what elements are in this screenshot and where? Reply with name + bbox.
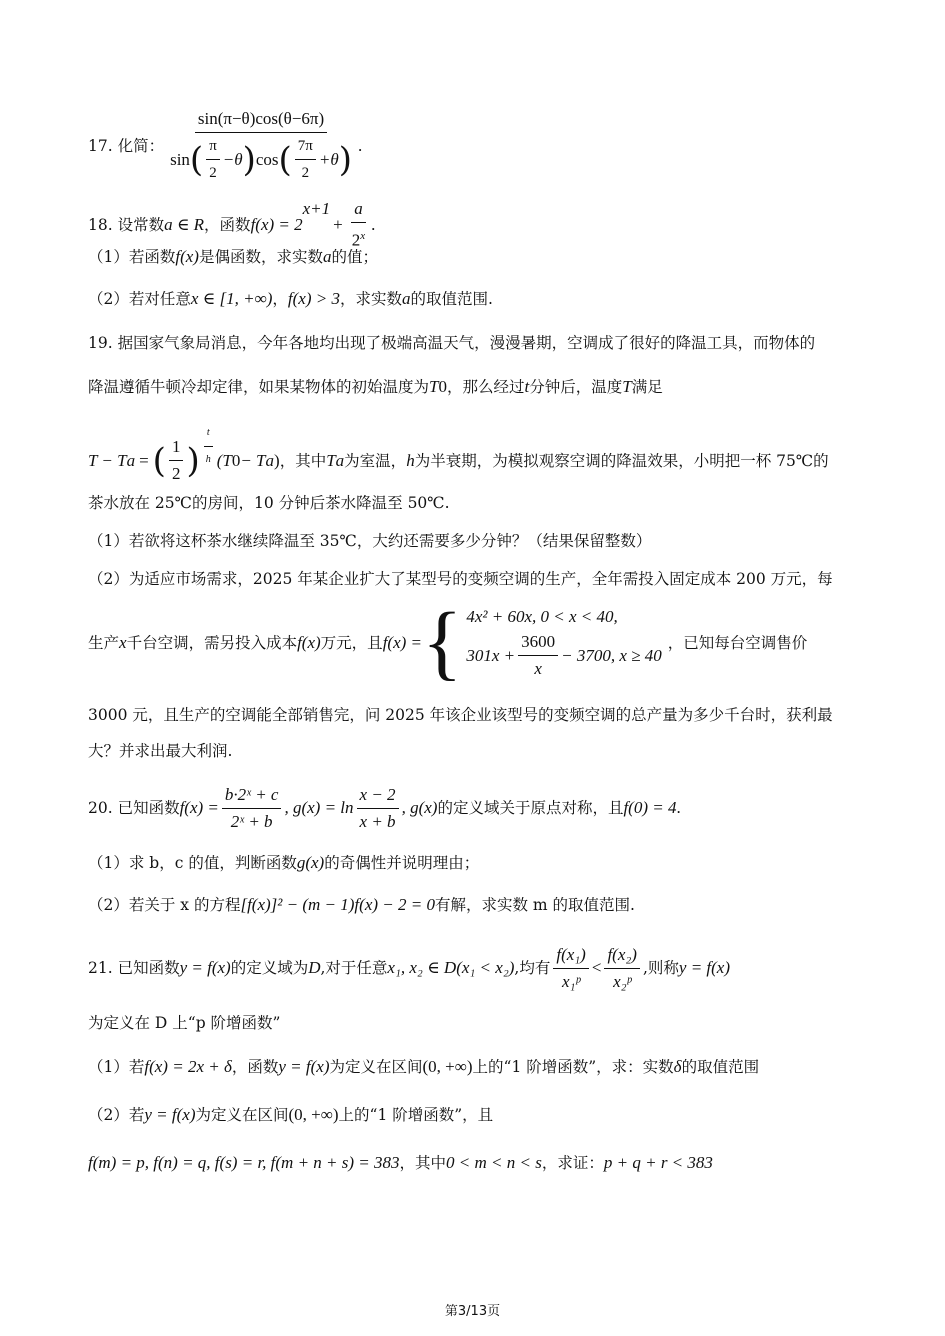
eq20: [f(x)]² − (m − 1)f(x) − 2 = 0 — [240, 895, 435, 914]
fx-gt-3: f(x) > 3 — [287, 289, 340, 308]
paren-close: ) — [242, 139, 256, 180]
p19-part2-line3: 3000 元，且生产的空调能全部销售完，问 2025 年该企业该型号的变频空调的总产量为多少千台时，获利最 — [88, 706, 833, 724]
fx-2x-delta: f(x) = 2x + δ — [144, 1057, 232, 1076]
y-fx-4: y = f(x) — [144, 1105, 196, 1124]
sub-0-b: 0 — [231, 450, 241, 470]
frac-a: a — [351, 198, 366, 223]
x-in-interval: x ∈ [1, +∞) — [190, 289, 273, 308]
pi-num: π — [206, 135, 220, 160]
fx: f(x) — [175, 247, 199, 266]
problem-17-fraction — [167, 108, 355, 184]
p21-part2-a: （2）若 — [88, 1106, 145, 1124]
p21-part2-e: ，求证： — [541, 1154, 604, 1172]
p21-e: ,则称 — [642, 959, 679, 977]
lt: < — [591, 958, 602, 977]
p19-part2-line1: （2）为适应市场需求，2025 年某企业扩大了某型号的变频空调的生产，全年需投入固定成本 200 万元，每 — [88, 570, 833, 588]
paren-open-2: ( — [278, 139, 292, 180]
den-sin: sin — [170, 149, 190, 169]
case-2 — [466, 631, 661, 680]
p19-part2-line2-d: ，已知每台空调售价 — [667, 634, 808, 652]
problem-19-line4 — [88, 492, 450, 514]
a-in-R: a ∈ R — [164, 214, 205, 234]
case-2-a: 301x + — [466, 645, 516, 665]
paren-open: ( — [189, 139, 204, 180]
p19-line3-b: 为室温， — [344, 451, 407, 470]
plus: + — [333, 214, 343, 234]
p21-part2-d: ，其中 — [399, 1154, 447, 1172]
sub-a-c: a — [335, 450, 345, 470]
period: . — [357, 136, 363, 155]
case-1: 4x² + 60x, 0 < x < 40, — [466, 607, 618, 626]
problem-19-line2 — [88, 376, 663, 398]
case-2-frac — [518, 631, 558, 680]
p20-mid: 的定义域关于原点对称，且 — [437, 799, 624, 817]
problem-20-part1 — [88, 852, 479, 874]
p19-line2-c: 分钟后，温度 — [529, 378, 623, 396]
p18-mid: ，函数 — [204, 215, 251, 234]
p20-prefix: 20. 已知函数 — [88, 799, 180, 817]
h: h — [406, 450, 415, 470]
f20-a: f(x) = — [179, 798, 219, 817]
p19-line2-b: ，那么经过 — [446, 378, 525, 396]
problem-19-line3 — [88, 427, 829, 485]
p20-part1-b: 的奇偶性并说明理由； — [324, 854, 480, 872]
Ta: T — [326, 450, 336, 470]
p20-part2-a: （2）若关于 x 的方程 — [88, 896, 241, 914]
problem-18-part1 — [88, 246, 378, 268]
pi-den: 2 — [209, 165, 217, 181]
problem-21-part2-cond — [88, 1152, 713, 1174]
problem-18-part2 — [88, 288, 493, 310]
p21-part2-b: 为定义在区间 — [195, 1106, 289, 1124]
equals: = — [139, 450, 149, 470]
f20-frac — [222, 784, 282, 833]
f20-num: b·2ˣ + c — [222, 784, 282, 809]
paren-open-half: ( — [152, 440, 166, 481]
p18-part2-prefix: （2）若对任意 — [88, 290, 191, 308]
p19-line4: 茶水放在 25℃的房间，10 分钟后茶水降温至 50℃. — [88, 494, 450, 512]
half-den: 2 — [171, 464, 181, 483]
p19-line2-a: 降温遵循牛顿冷却定律，如果某物体的初始温度为 — [88, 378, 430, 396]
problem-17 — [88, 108, 362, 184]
problem-19-line1 — [88, 332, 815, 354]
g20-a: , g(x) = ln — [284, 798, 354, 817]
problem-17-label: 17. 化简： — [88, 137, 165, 155]
problem-21-stem — [88, 944, 730, 992]
sub-0: 0 — [438, 377, 447, 396]
p21-c: ,对于任意 — [320, 959, 388, 977]
p20-end: . — [676, 798, 681, 817]
p18-part2-suffix: 的取值范围. — [410, 290, 493, 308]
a: a — [322, 247, 332, 266]
gx: g(x) — [296, 853, 325, 872]
f0-eq-4: f(0) = 4 — [623, 798, 677, 817]
p19-part2-line2-a: 生产 — [88, 634, 120, 652]
problem-21-stem2 — [88, 1012, 280, 1034]
p21-a: 21. 已知函数 — [88, 959, 180, 977]
goal: p + q + r < 383 — [603, 1153, 713, 1172]
D: D — [308, 958, 321, 977]
fx-eq: f(x) = — [382, 633, 422, 652]
p19-part2-line2-b: 千台空调，需另投入成本 — [126, 634, 298, 652]
a-2: a — [401, 289, 411, 308]
ineq-den1: x₁ᵖ — [561, 971, 581, 991]
p18-prefix: 18. 设常数 — [88, 215, 165, 234]
delta: δ — [673, 1057, 682, 1076]
ineq-right — [604, 944, 640, 993]
p20-part2-b: 有解，求实数 m 的取值范围. — [434, 896, 635, 914]
p18-part1-prefix: （1）若函数 — [88, 248, 176, 266]
problem-21-part1 — [88, 1056, 759, 1078]
T0-part: (T — [216, 450, 232, 470]
p18-part2-mid2: ，求实数 — [339, 290, 402, 308]
problem-19-part2-line2 — [88, 596, 808, 689]
den-cos: cos — [255, 149, 279, 169]
p19-line3-a: ，其中 — [279, 451, 327, 470]
case-2-num: 3600 — [518, 631, 558, 656]
p19-part2-line2-c: 万元，且 — [320, 634, 383, 652]
f-def: f(x) = 2 — [250, 214, 303, 234]
x: x — [119, 633, 127, 652]
p19-part2-line4: 大？并求出最大利润. — [88, 742, 233, 760]
p21-part1-c: 为定义在区间 — [329, 1058, 423, 1076]
minus-Ta: − T — [240, 450, 266, 470]
y-fx: y = f(x) — [179, 958, 231, 977]
p21-part1-e: 的取值范围 — [681, 1058, 760, 1076]
problem-19-part2-line4 — [88, 740, 232, 762]
ineq-den2: x₂ᵖ — [613, 971, 632, 991]
p18-part2-mid: ， — [272, 290, 288, 308]
problem-20-part2 — [88, 894, 635, 916]
exp-x: x — [360, 230, 366, 242]
p21-part1-b: ，函数 — [231, 1058, 279, 1076]
sub-a: a — [126, 450, 136, 470]
one-half — [169, 436, 184, 485]
p19-line3-c: 为半衰期，为模拟观察空调的降温效果，小明把一杯 75℃的 — [414, 451, 829, 470]
p18-part1-suffix: 的值； — [331, 248, 378, 266]
p18-period: . — [371, 214, 376, 234]
fraction-denominator — [167, 133, 355, 184]
p19-line2-d: 满足 — [631, 378, 663, 396]
p21-part2-c: 上的“1 阶增函数”，且 — [338, 1106, 494, 1124]
T: T — [622, 377, 632, 396]
left-brace: { — [422, 596, 463, 689]
p20-part1-a: （1）求 b，c 的值，判断函数 — [88, 854, 297, 872]
close-paren: ) — [274, 450, 280, 470]
f20-den: 2ˣ + b — [230, 811, 273, 831]
p21-stem2: 为定义在 D 上“p 阶增函数” — [88, 1014, 281, 1032]
p19-part1: （1）若欲将这杯茶水继续降温至 35℃，大约还需要多少分钟？（结果保留整数） — [88, 532, 652, 550]
g20-num: x − 2 — [357, 784, 399, 809]
den-plus-theta: +θ — [318, 149, 339, 169]
y-fx-3: y = f(x) — [278, 1057, 330, 1076]
paren-close-half: ) — [186, 440, 200, 481]
problem-19-part2-line1 — [88, 568, 833, 590]
fraction-numerator: sin(π−θ)cos(θ−6π) — [195, 108, 327, 133]
7pi-den: 2 — [301, 165, 310, 181]
T0: T — [429, 377, 439, 396]
exp-t: t — [204, 422, 213, 447]
problem-19-part1 — [88, 530, 651, 552]
7pi-num: 7π — [295, 135, 316, 160]
g20-frac — [357, 784, 399, 833]
order: 0 < m < n < s — [446, 1153, 542, 1172]
p19-line1: 19. 据国家气象局消息，今年各地均出现了极端高温天气，漫漫暑期，空调成了很好的降温工具，而物体的 — [88, 334, 816, 352]
ineq-num2: f(x₂) — [604, 944, 640, 969]
x1x2: x₁, x₂ ∈ D(x₁ < x₂) — [387, 958, 515, 977]
g20-den: x + b — [359, 811, 396, 831]
paren-close-2: ) — [338, 139, 352, 180]
a-over-2x — [349, 198, 368, 252]
page-number: 第3/13页 — [444, 1304, 501, 1319]
case-2-b: − 3700, x ≥ 40 — [561, 645, 662, 665]
piecewise-cases — [466, 606, 661, 680]
problem-19-part2-line3 — [88, 704, 833, 726]
ineq-left — [553, 944, 589, 993]
exp-t-over-h — [203, 422, 214, 471]
den-minus-theta: −θ — [222, 149, 243, 169]
half-num: 1 — [169, 436, 184, 461]
t: t — [524, 377, 530, 396]
interval-2: (0, +∞) — [288, 1105, 339, 1124]
fx-cost: f(x) — [297, 633, 321, 652]
exp-h: h — [205, 454, 211, 465]
interval: (0, +∞) — [422, 1057, 473, 1076]
p18-part1-mid: 是偶函数，求实数 — [198, 248, 323, 266]
ineq-num1: f(x₁) — [553, 944, 589, 969]
pi-over-2 — [206, 135, 220, 184]
p21-part1-a: （1）若 — [88, 1058, 145, 1076]
p21-b: 的定义域为 — [230, 959, 309, 977]
problem-20-stem — [88, 786, 681, 830]
p21-part1-d: 上的“1 阶增函数”，求：实数 — [472, 1058, 674, 1076]
sub-a-b: a — [265, 450, 275, 470]
cond: f(m) = p, f(n) = q, f(s) = r, f(m + n + s) = 383 — [88, 1153, 400, 1172]
y-fx-2: y = f(x) — [678, 958, 731, 977]
T-minus-Ta: T − T — [88, 450, 127, 470]
problem-18-stem — [88, 198, 375, 252]
p21-d: ,均有 — [514, 959, 551, 977]
exp-x1: x+1 — [302, 199, 331, 218]
g20-b: , g(x) — [401, 798, 438, 817]
7pi-over-2 — [295, 135, 316, 184]
problem-21-part2 — [88, 1104, 493, 1126]
two: 2 — [351, 230, 361, 250]
case-2-den: x — [534, 659, 542, 678]
